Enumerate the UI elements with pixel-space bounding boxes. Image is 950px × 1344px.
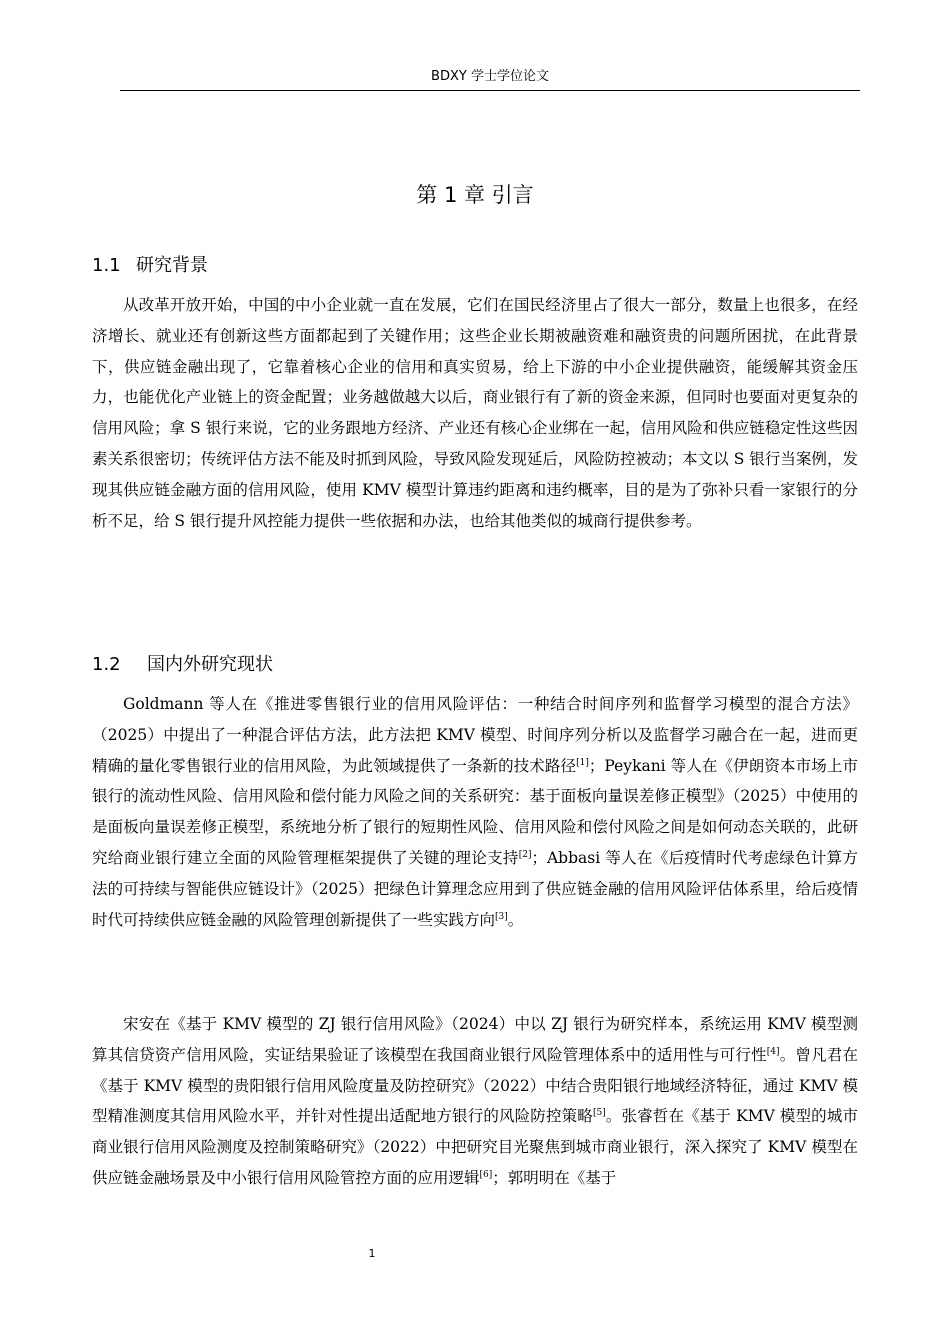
paragraph-text: 。 (507, 910, 524, 929)
citation-4[interactable]: [4] (766, 1046, 780, 1057)
section-heading-1-1 (92, 252, 208, 280)
paragraph-foreign-research (92, 689, 858, 935)
citation-3[interactable]: [3] (495, 911, 508, 922)
paragraph-text: 。张睿哲在《基于 KMV 模型的城市商业银行信用风险测度及控制策略研究》（2022）中把研究目光聚焦到城市商业银行，深入探究了 KMV 模型在供应链金融场景及中小银行信用风险管控方面的应用逻辑 (92, 1107, 858, 1187)
running-header: BDXY 学士学位论文 (120, 66, 860, 91)
paragraph-research-background: 从改革开放开始，中国的中小企业就一直在发展，它们在国民经济里占了很大一部分，数量上也很多，在经济增长、就业还有创新这些方面都起到了关键作用；这些企业长期被融资难和融资贵的问题所困扰，在此背景下，供应链金融出现了，它靠着核心企业的信用和真实贸易，给上下游的中小企业提供融资，能缓解其资金压力，也能优化产业链上的资金配置；业务越做越大以后，商业银行有了新的资金来源，但同时也要面对更复杂的信用风险；拿 S 银行来说，它的业务跟地方经济、产业还有核心企业绑在一起，信用风险和供应链稳定性这些因素关系很密切；传统评估方法不能及时抓到风险，导致风险发现延后，风险防控被动；本文以 S 银行当案例，发现其供应链金融方面的信用风险，使用 KMV 模型计算违约距离和违约概率，目的是为了弥补只看一家银行的分析不足，给 S 银行提升风控能力提供一些依据和办法，也给其他类似的城商行提供参考。 (92, 296, 858, 530)
paragraph-text: 宋安在《基于 KMV 模型的 ZJ 银行信用风险》（2024）中以 ZJ 银行为研究样本，系统运用 KMV 模型测算其信贷资产信用风险，实证结果验证了该模型在我国商业银行风险管理体系中的适用性与可行性 (92, 1015, 858, 1064)
section-number: 1.1 (92, 255, 121, 276)
paragraph-domestic-research (92, 1009, 858, 1194)
citation-6[interactable]: [6] (479, 1169, 493, 1180)
citation-5[interactable]: [5] (592, 1108, 606, 1119)
paragraph-text: ；Abbasi 等人在《后疫情时代考虑绿色计算方法的可持续与智能供应链设计》（2025）把绿色计算理念应用到了供应链金融的信用风险评估体系里，给后疫情时代可持续供应链金融的风险管理创新提供了一些实践方向 (92, 848, 858, 929)
page-number: 1 (368, 1247, 376, 1260)
section-title: 国内外研究现状 (147, 654, 273, 675)
paragraph-text: Goldmann 等人在《推进零售银行业的信用风险评估：一种结合时间序列和监督学习模型的混合方法》（2025）中提出了一种混合评估方法，此方法把 KMV 模型、时间序列分析以及监督学习融合在一起，进而更精确的量化零售银行业的信用风险，为此领域提供了一条新的技术路径 (92, 695, 858, 775)
citation-2[interactable]: [2] (518, 849, 532, 860)
section-heading-1-2 (92, 651, 273, 679)
section-number: 1.2 (92, 654, 121, 675)
paragraph-text: 。曾凡君在《基于 KMV 模型的贵阳银行信用风险度量及防控研究》（2022）中结合贵阳银行地域经济特征，通过 KMV 模型精准测度其信用风险水平，并针对性提出适配地方银行的风险防控策略 (92, 1045, 858, 1126)
section-title: 研究背景 (136, 255, 208, 276)
paragraph-text: ；郭明明在《基于 (492, 1168, 617, 1187)
chapter-title: 第 1 章 引言 (416, 183, 534, 207)
paragraph-text: ；Peykani 等人在《伊朗资本市场上市银行的流动性风险、信用风险和偿付能力风险之间的关系研究：基于面板向量误差修正模型》（2025）中使用的是面板向量误差修正模型，系统地分析了银行的短期性风险、信用风险和偿付风险之间是如何动态关联的，此研究给商业银行建立全面的风险管理框架提供了关键的理论支持 (92, 756, 858, 867)
citation-1[interactable]: [1] (576, 757, 589, 768)
